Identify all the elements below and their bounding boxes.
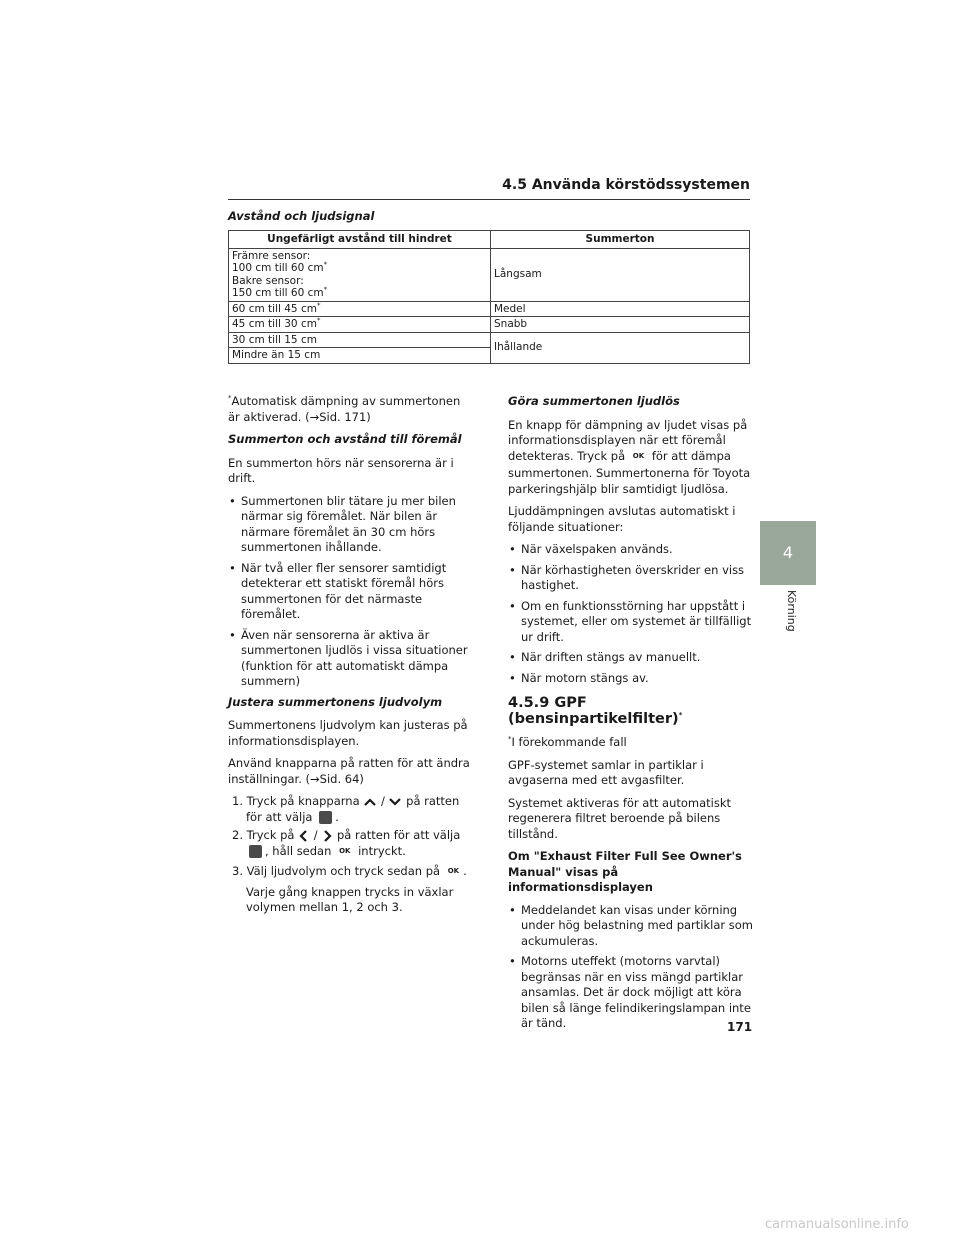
bullet-list — [508, 903, 753, 1032]
list-item: • Motorns uteffekt (motorns varvtal) begränsas när en viss mängd partiklar ansamlas. Det är dock möjligt att köra bilen så länge felindikeringslampan inte är tänd. — [508, 954, 753, 1032]
list-item: • Meddelandet kan visas under körning under hög belastning med partiklar som ackumuleras. — [508, 903, 753, 950]
separator: / — [380, 794, 385, 808]
step-note: Varje gång knappen trycks in växlar volymen mellan 1, 2 och 3. — [246, 884, 454, 914]
left-column — [228, 394, 473, 916]
table-cell — [229, 301, 491, 317]
footnote-mark: * — [508, 735, 512, 744]
paragraph: Systemet aktiveras för att automatiskt regenerera filtret beroende på bilens tillstånd. — [508, 795, 732, 841]
list-item: • När driften stängs av manuellt. — [508, 650, 753, 666]
table-row — [229, 332, 750, 348]
step-text: på ratten för att välja — [246, 794, 460, 824]
step-text: på ratten för att välja — [336, 828, 461, 842]
table-cell — [229, 317, 491, 333]
table-row — [229, 301, 750, 317]
list-item: • När två eller fler sensorer samtidigt detekterar ett statiskt föremål hörs summertonen för det närmaste föremålet. — [228, 561, 473, 623]
separator: / — [313, 828, 318, 842]
bullet-list — [228, 494, 473, 690]
paragraph: Använd knapparna på ratten för att ändra inställningar. (→Sid. 64) — [228, 756, 470, 786]
step-text: 3. Välj ljudvolym och tryck sedan på — [232, 864, 441, 878]
paragraph-text: En knapp för dämpning av ljudet visas på informationsdisplayen när ett föremål detekteras. Tryck på — [508, 417, 748, 463]
footnote-mark: * — [323, 260, 328, 269]
paragraph: En summerton hörs när sensorerna är i drift. — [228, 455, 454, 485]
cell-line — [232, 287, 487, 300]
chevron-right-icon — [321, 829, 333, 843]
cell-line: Bakre sensor: — [232, 274, 304, 287]
footnote-mark: * — [316, 301, 321, 309]
cell-line: Främre sensor: — [232, 249, 311, 262]
table-cell: 30 cm till 15 cm — [229, 332, 491, 348]
list-item: • När körhastigheten överskrider en viss hastighet. — [508, 563, 753, 594]
distance-table — [228, 230, 750, 364]
step-text: intryckt. — [358, 843, 406, 858]
footnote — [508, 735, 753, 751]
step-text: 1. Tryck på knapparna — [232, 794, 360, 808]
cell-text: 60 cm till 45 cm — [232, 302, 317, 315]
chapter-number: 4 — [782, 543, 794, 562]
chevron-left-icon — [298, 829, 310, 843]
section-heading — [508, 696, 753, 727]
list-item: • Även när sensorerna är aktiva är summertonen ljudlös i vissa situationer (funktion för att automatiskt dämpa summern) — [228, 628, 473, 690]
chapter-tab — [760, 521, 816, 585]
step-item — [232, 794, 473, 825]
right-column — [508, 394, 753, 1037]
bullet-list — [508, 542, 753, 686]
footnote-text: I förekommande fall — [511, 735, 627, 749]
heading-text: 4.5.9 GPF (bensinpartikelfilter) — [508, 695, 679, 727]
parking-assist-icon — [249, 845, 262, 858]
step-text: , håll sedan — [265, 843, 332, 858]
ok-button-icon: OK — [447, 867, 460, 875]
table-row — [229, 248, 750, 301]
table-header-row — [229, 231, 750, 249]
cell-text: 45 cm till 30 cm — [232, 318, 317, 330]
cell-text: 150 cm till 60 cm — [232, 287, 324, 299]
section-title: 4.5 Använda körstödssystemen — [502, 177, 750, 193]
table-header: Ungefärligt avstånd till hindret — [229, 231, 491, 249]
paragraph: Ljuddämpningen avslutas automatiskt i följande situationer: — [508, 504, 736, 534]
watermark: carmanualsonline.info — [765, 1217, 909, 1232]
list-item: • Om en funktionsstörning har uppstått i systemet, eller om systemet är tillfälligt ur drift. — [508, 599, 753, 646]
chapter-label: Körning — [785, 590, 798, 632]
table-header: Summerton — [491, 231, 750, 249]
period: . — [335, 809, 339, 824]
step-item — [232, 864, 473, 882]
paragraph: GPF-systemet samlar in partiklar i avgaserna med ett avgasfilter. — [508, 757, 704, 787]
subheading: Göra summertonen ljudlös — [508, 394, 680, 408]
subheading: Summerton och avstånd till föremål — [228, 432, 462, 446]
table-cell: Medel — [491, 301, 750, 317]
footnote — [228, 394, 473, 425]
page-header — [228, 177, 750, 200]
step-list — [228, 794, 473, 882]
page-number: 171 — [727, 1020, 753, 1034]
list-item: • Summertonen blir tätare ju mer bilen närmar sig föremålet. När bilen är närmare föremålet än 30 cm hörs summertonen ihållande. — [228, 494, 473, 556]
settings-menu-icon — [319, 811, 332, 824]
table-cell — [229, 248, 491, 301]
ok-button-icon: OK — [632, 451, 645, 460]
footnote-text: Automatisk dämpning av summertonen är aktiverad. (→Sid. 171) — [228, 394, 461, 424]
list-item: • När växelspaken används. — [508, 542, 753, 558]
footnote-mark: * — [228, 394, 232, 403]
ok-button-icon: OK — [339, 846, 351, 855]
footnote-mark: * — [678, 710, 683, 719]
cell-text: 100 cm till 60 cm — [232, 262, 324, 274]
cell-line — [232, 262, 487, 275]
paragraph — [508, 418, 753, 498]
table-title: Avstånd och ljudsignal — [228, 209, 375, 223]
chevron-up-icon — [363, 797, 377, 807]
paragraph-text: för att dämpa summertonen. Summertonerna för Toyota parkeringshjälp blir samtidigt ljudlösa. — [508, 448, 751, 496]
step-text: 2. Tryck på — [232, 828, 295, 842]
table-cell: Snabb — [491, 317, 750, 333]
footnote-mark: * — [316, 316, 321, 325]
table-cell: Mindre än 15 cm — [229, 348, 491, 364]
table-cell: Ihållande — [491, 332, 750, 363]
chevron-down-icon — [388, 797, 402, 807]
table-row — [229, 317, 750, 333]
step-item — [232, 828, 473, 861]
list-item: • När motorn stängs av. — [508, 671, 753, 687]
paragraph: Summertonens ljudvolym kan justeras på informationsdisplayen. — [228, 718, 468, 748]
bold-subheading: Om "Exhaust Filter Full See Owner's Manual" visas på informationsdisplayen — [508, 849, 742, 894]
period: . — [463, 864, 467, 878]
footnote-mark: * — [323, 285, 328, 294]
subheading: Justera summertonens ljudvolym — [228, 694, 443, 709]
table-cell: Långsam — [491, 248, 750, 301]
